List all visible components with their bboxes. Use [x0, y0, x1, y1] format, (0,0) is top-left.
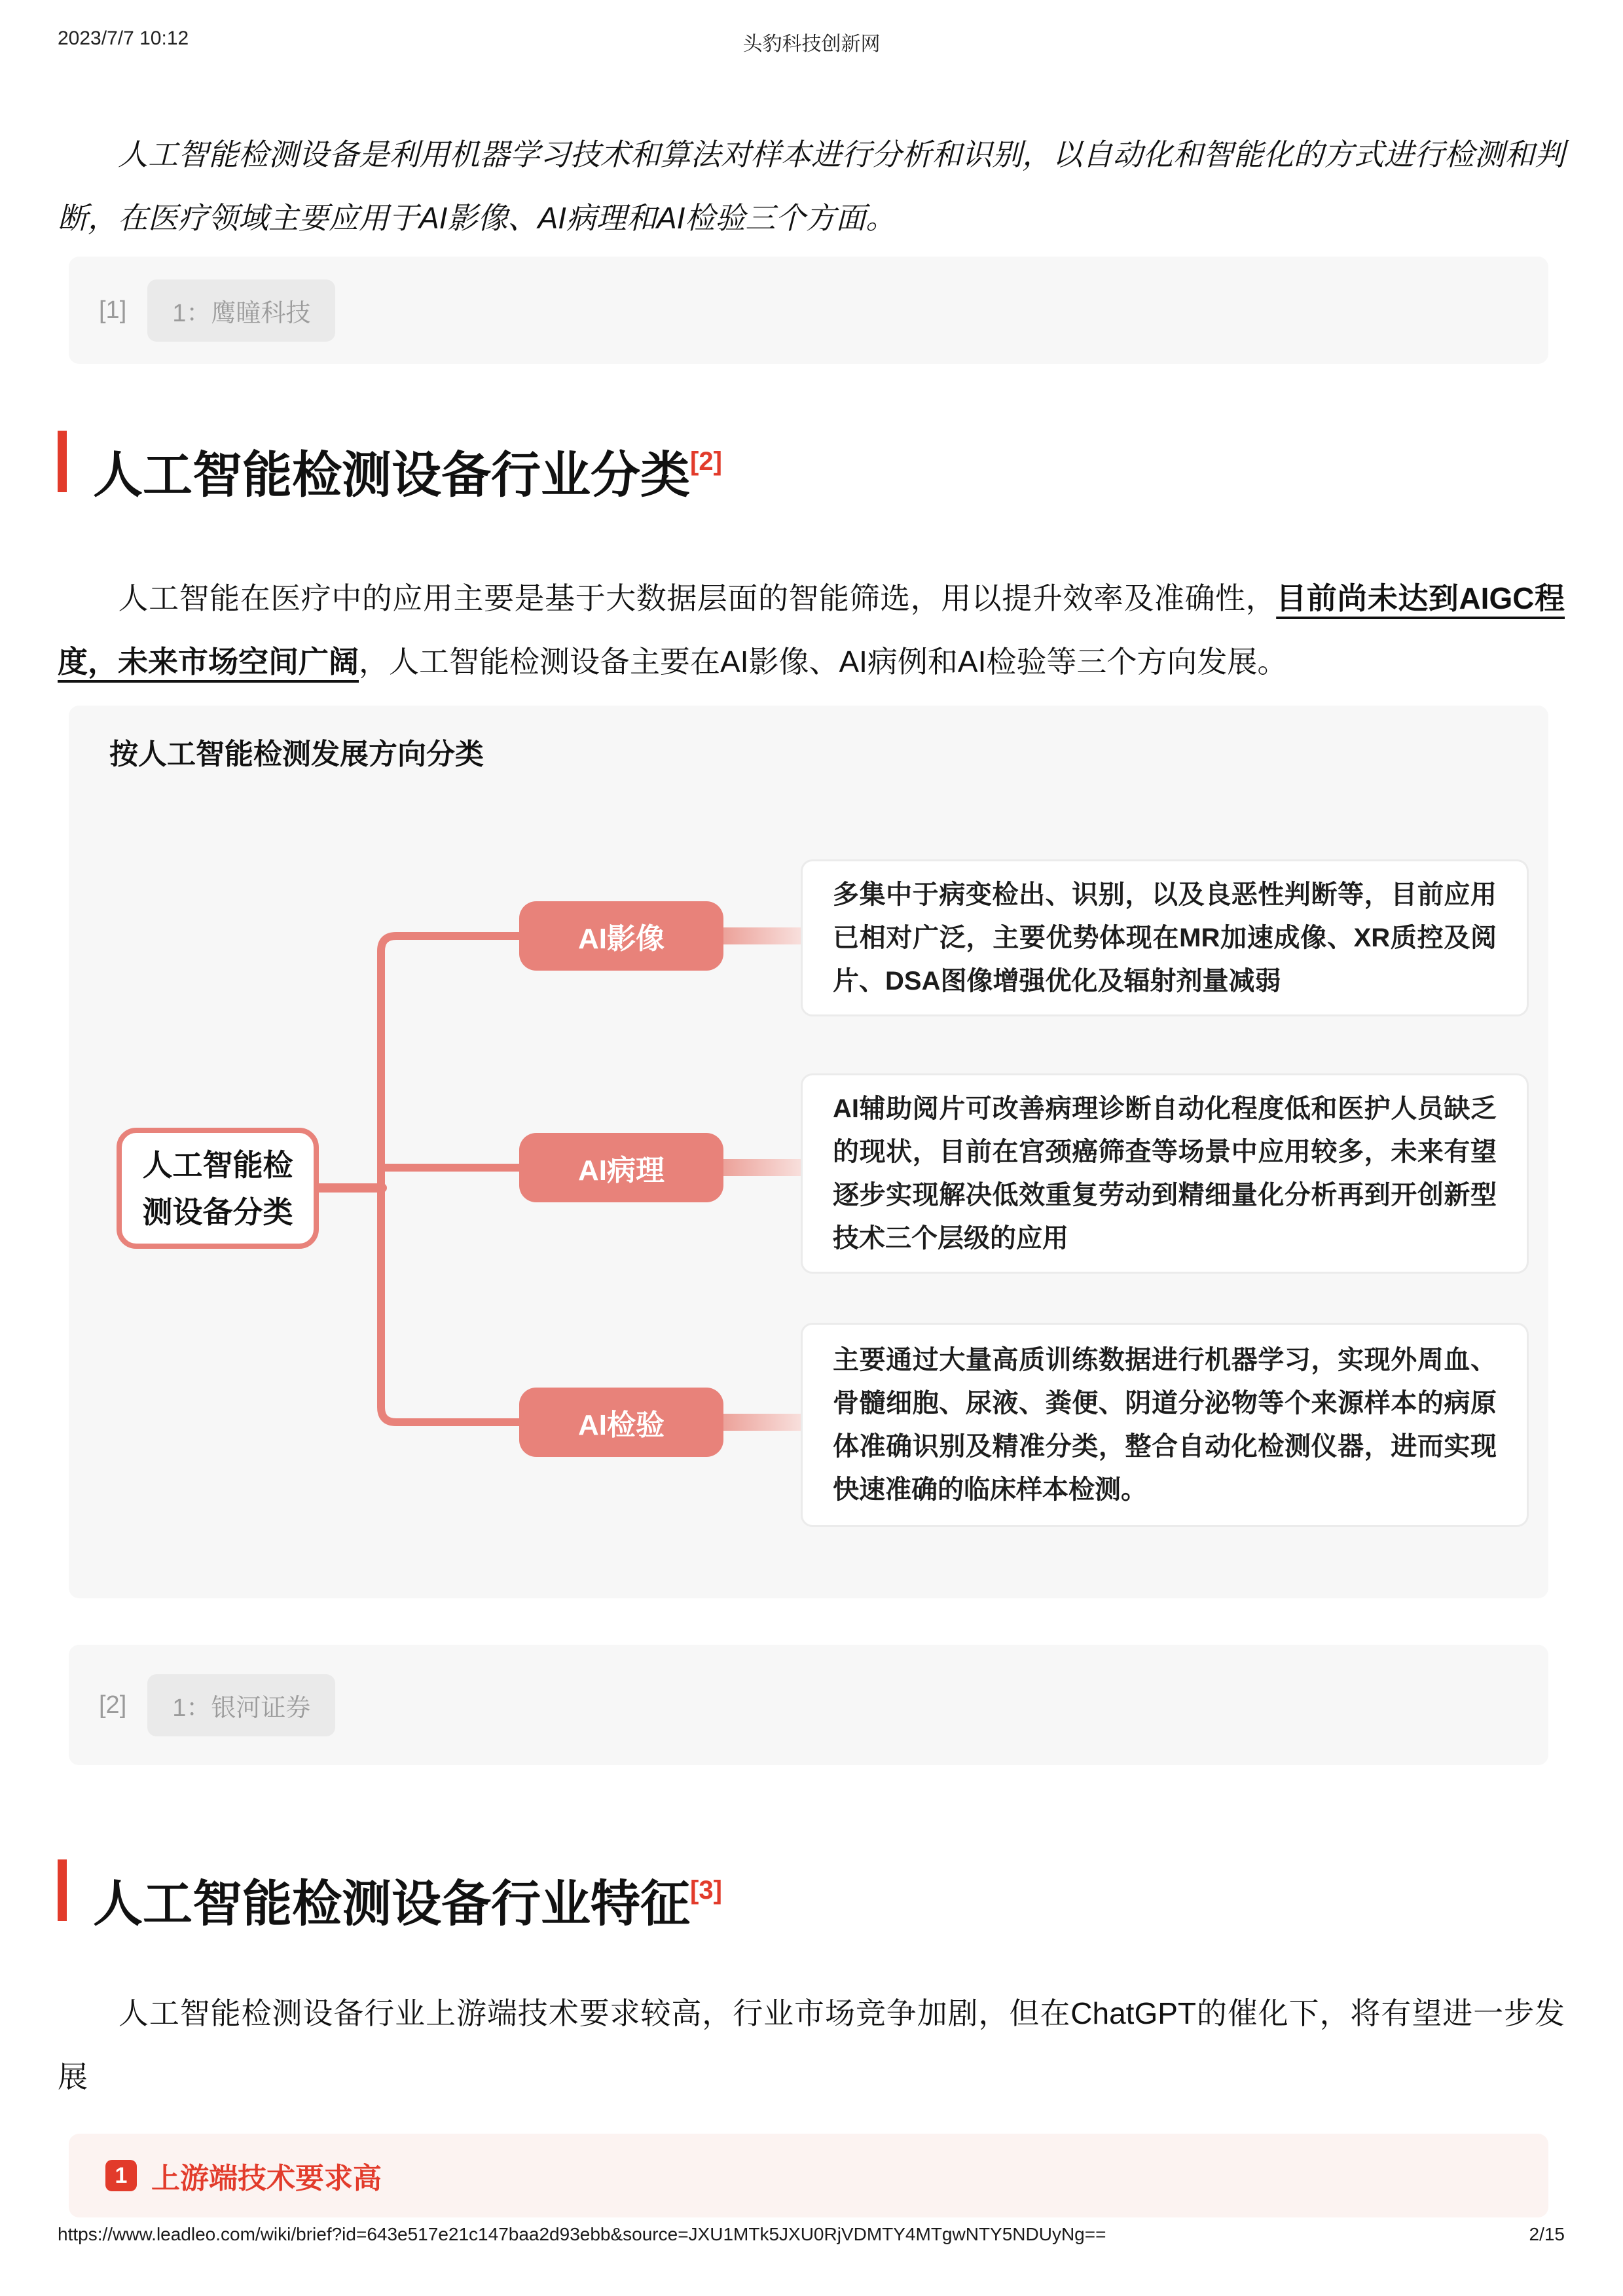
feature-1-label: 上游端技术要求高 [151, 2162, 382, 2195]
feature-1-panel [69, 2134, 1548, 2217]
citation-index: [2] [99, 1691, 127, 1719]
citation-source-chip[interactable]: 1：鹰瞳科技 [147, 279, 335, 342]
feature-number-badge: 1 [105, 2160, 137, 2191]
classification-diagram-panel [69, 706, 1548, 1598]
section-2-title: 人工智能检测设备行业特征 [93, 1876, 690, 1932]
section-2-heading [93, 1857, 722, 1937]
section-2-paragraph-text: 人工智能检测设备行业上游端技术要求较高，行业市场竞争加剧，但在ChatGPT的催化下，将有望进一步发展 [58, 1996, 1565, 2094]
section-2-paragraph [58, 1982, 1565, 2109]
section-1-paragraph-pre: 人工智能在医疗中的应用主要是基于大数据层面的智能筛选，用以提升效率及准确性， [118, 581, 1277, 615]
branch-description-text: 多集中于病变检出、识别，以及良恶性判断等，目前应用已相对广泛，主要优势体现在MR加速成像、XR质控及阅片、DSA图像增强优化及辐射剂量减弱 [833, 880, 1497, 996]
branch-description-ai-testing [801, 1323, 1529, 1527]
section-heading-accent-bar [58, 431, 67, 492]
print-footer-url: https://www.leadleo.com/wiki/brief?id=643e517e21c147baa2d93ebb&source=JXU1MTk5JXU0RjVDMTY4MTgwNTY5NDUyNg== [58, 2224, 1106, 2244]
mindmap-root-node [117, 1128, 319, 1249]
root-node-line1: 人工智能检 [142, 1147, 293, 1182]
section-1-ref-marker: [2] [690, 447, 722, 476]
section-1-heading [93, 429, 722, 509]
print-header-site-title: 头豹科技创新网 [742, 33, 881, 55]
citation-panel-1 [69, 257, 1548, 364]
section-1-paragraph [58, 567, 1565, 694]
section-1-paragraph-emphasis: 目前尚未达到AIGC程度，未来市场空间广阔 [58, 581, 1565, 679]
root-node-line2: 测设备分类 [142, 1194, 293, 1229]
diagram-title: 按人工智能检测发展方向分类 [109, 738, 484, 770]
mindmap-branch-ai-pathology: AI病理 [519, 1133, 723, 1202]
print-header-datetime: 2023/7/7 10:12 [58, 27, 189, 49]
branch-description-text: AI辅助阅片可改善病理诊断自动化程度低和医护人员缺乏的现状，目前在宫颈癌筛查等场景中应用较多，未来有望逐步实现解决低效重复劳动到精细量化分析再到开创新型技术三个层级的应用 [833, 1094, 1497, 1253]
intro-paragraph [58, 123, 1565, 250]
citation-panel-2 [69, 1645, 1548, 1765]
branch-description-ai-imaging [801, 859, 1529, 1016]
citation-index: [1] [99, 296, 127, 324]
section-1-paragraph-post: ，人工智能检测设备主要在AI影像、AI病例和AI检验等三个方向发展。 [359, 645, 1288, 679]
citation-source-chip[interactable]: 1：银河证券 [147, 1674, 335, 1736]
print-footer-page-indicator: 2/15 [1529, 2224, 1565, 2244]
mindmap-branch-ai-testing: AI检验 [519, 1388, 723, 1457]
intro-paragraph-text: 人工智能检测设备是利用机器学习技术和算法对样本进行分析和识别，以自动化和智能化的方式进行检测和判断，在医疗领域主要应用于AI影像、AI病理和AI检验三个方面。 [58, 137, 1565, 235]
branch-description-text: 主要通过大量高质训练数据进行机器学习，实现外周血、骨髓细胞、尿液、粪便、阴道分泌物等个来源样本的病原体准确识别及精准分类，整合自动化检测仪器，进而实现快速准确的临床样本检测。 [833, 1346, 1497, 1504]
branch-description-ai-pathology [801, 1073, 1529, 1274]
section-1-title: 人工智能检测设备行业分类 [93, 448, 690, 503]
section-2-ref-marker: [3] [690, 1876, 722, 1905]
mindmap-branch-ai-imaging: AI影像 [519, 901, 723, 971]
section-heading-accent-bar [58, 1859, 67, 1921]
